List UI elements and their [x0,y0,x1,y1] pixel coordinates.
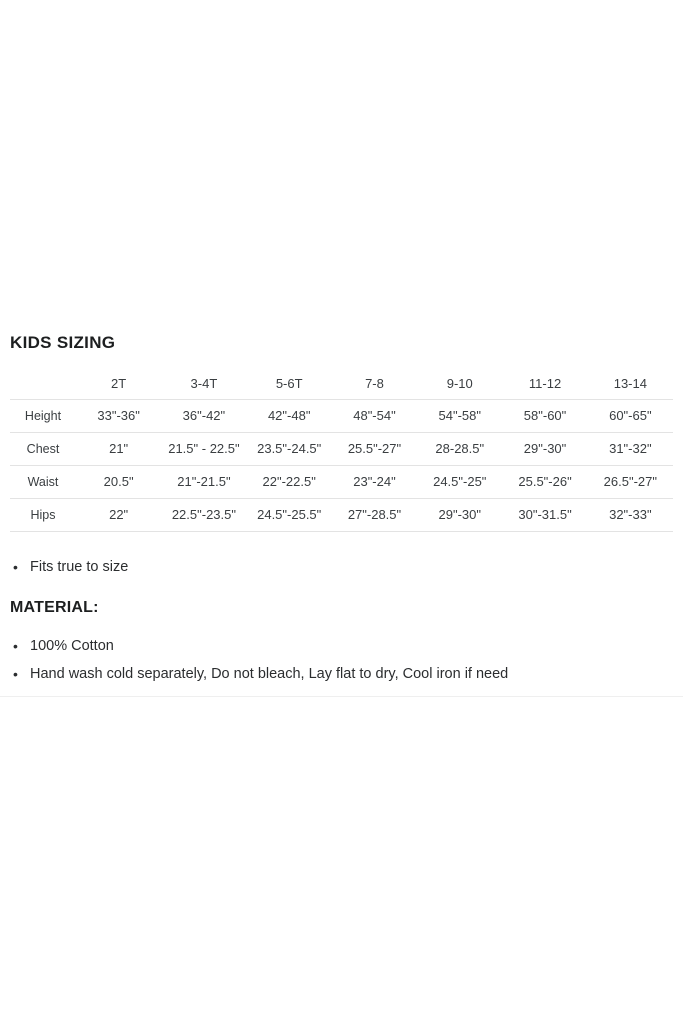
hips-13-14: 32"-33" [588,498,673,531]
fit-notes-list [10,559,673,576]
waist-5-6t: 22"-22.5" [247,465,332,498]
size-col-header-13-14: 13-14 [588,368,673,399]
material-heading: MATERIAL: [10,598,99,616]
height-3-4t: 36"-42" [161,399,246,432]
size-col-header-2t: 2T [76,368,161,399]
chest-2t: 21" [76,432,161,465]
material-item-care: • Hand wash cold separately, Do not bleach, Lay flat to dry, Cool iron if need [10,666,673,683]
table-row-height [10,399,673,432]
chest-7-8: 25.5"-27" [332,432,417,465]
height-5-6t: 42"-48" [247,399,332,432]
height-9-10: 54"-58" [417,399,502,432]
chest-13-14: 31"-32" [588,432,673,465]
hips-2t: 22" [76,498,161,531]
hips-5-6t: 24.5"-25.5" [247,498,332,531]
hips-11-12: 30"-31.5" [502,498,587,531]
table-row-hips [10,498,673,531]
height-2t: 33"-36" [76,399,161,432]
size-header-row [10,368,673,399]
row-label-chest: Chest [10,432,76,465]
material-notes-list [10,638,673,683]
height-13-14: 60"-65" [588,399,673,432]
chest-11-12: 29"-30" [502,432,587,465]
hips-9-10: 29"-30" [417,498,502,531]
hips-3-4t: 22.5"-23.5" [161,498,246,531]
waist-9-10: 24.5"-25" [417,465,502,498]
waist-11-12: 25.5"-26" [502,465,587,498]
sizing-content [10,333,673,697]
height-7-8: 48"-54" [332,399,417,432]
bottom-divider [0,696,683,697]
waist-7-8: 23"-24" [332,465,417,498]
size-header-empty-cell [10,368,76,399]
size-col-header-11-12: 11-12 [502,368,587,399]
row-label-height: Height [10,399,76,432]
size-col-header-7-8: 7-8 [332,368,417,399]
row-label-waist: Waist [10,465,76,498]
kids-size-table [10,368,673,532]
row-label-hips: Hips [10,498,76,531]
waist-3-4t: 21"-21.5" [161,465,246,498]
table-row-chest [10,432,673,465]
table-row-waist [10,465,673,498]
kids-sizing-title: KIDS SIZING [10,333,116,352]
height-11-12: 58"-60" [502,399,587,432]
waist-2t: 20.5" [76,465,161,498]
size-col-header-3-4t: 3-4T [161,368,246,399]
chest-9-10: 28-28.5" [417,432,502,465]
chest-5-6t: 23.5"-24.5" [247,432,332,465]
size-col-header-9-10: 9-10 [417,368,502,399]
fit-note-item: • Fits true to size [10,559,673,576]
material-item-fabric: • 100% Cotton [10,638,673,655]
chest-3-4t: 21.5" - 22.5" [161,432,246,465]
waist-13-14: 26.5"-27" [588,465,673,498]
hips-7-8: 27"-28.5" [332,498,417,531]
size-col-header-5-6t: 5-6T [247,368,332,399]
